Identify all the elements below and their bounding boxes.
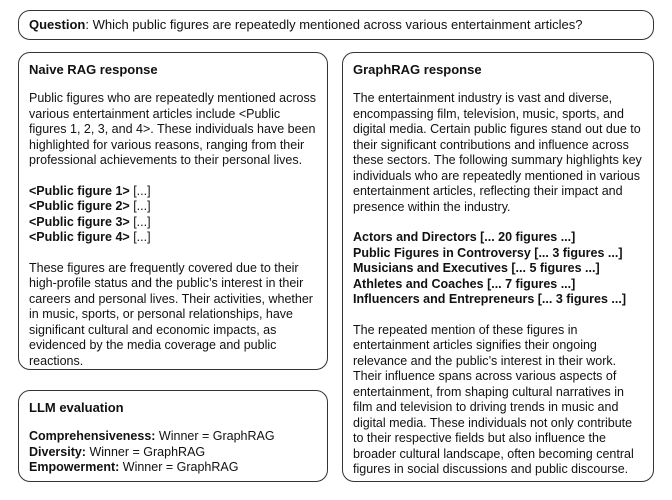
list-item (29, 199, 317, 215)
question-text: : Which public figures are repeatedly mentioned across various entertainment articles? (85, 17, 583, 32)
list-item: Actors and Directors [... 20 figures ...] (353, 230, 576, 244)
list-item: Influencers and Entrepreneurs [... 3 figures ...] (353, 292, 626, 306)
naive-rag-panel (18, 52, 328, 370)
figure-rest: [...] (129, 199, 151, 213)
list-item (29, 230, 317, 246)
eval-label: Comprehensiveness: (29, 429, 156, 443)
list-item: Musicians and Executives [... 5 figures ...] (353, 261, 600, 275)
figure-name: <Public figure 2> (29, 199, 130, 213)
graphrag-category-list (353, 230, 643, 308)
figure-rest: [...] (129, 183, 151, 198)
graphrag-panel (342, 52, 654, 482)
figure-name: <Public figure 3> (29, 214, 130, 229)
list-item: Athletes and Coaches [... 7 figures ...] (353, 276, 576, 291)
llm-evaluation-panel (18, 390, 328, 482)
eval-value: Winner = GraphRAG (85, 444, 206, 459)
figure-name: <Public figure 1> (29, 183, 130, 198)
figure-name: <Public figure 4> (29, 230, 130, 244)
eval-row (29, 460, 317, 476)
llm-evaluation-title: LLM evaluation (29, 400, 124, 415)
list-item (29, 215, 317, 231)
naive-rag-conclusion: These figures are frequently covered due to their high-profile status and the public’s interest in their careers and personal lives. Their activities, whether in music, sports, or personal relationships, have significant cultural and economic impacts, as evidenced by the media coverage and public reactions. (29, 260, 313, 368)
figure-rest: [...] (129, 214, 151, 229)
eval-row (29, 445, 317, 461)
naive-rag-intro: Public figures who are repeatedly mentioned across various entertainment articles include <Public figures 1, 2, 3, and 4>. These individuals have been highlighted for various reasons, ranging from their professional achievements to their personal lives. (29, 91, 316, 167)
graphrag-conclusion: The repeated mention of these figures in entertainment articles signifies their ongoing relevance and the public’s interest in their work. Their influence spans across various aspects of entertainment, from shaping cultural narratives in film and television to driving trends in music and digital media. These individuals not only contribute to their respective fields but also influence the broader cultural landscape, often becoming central figures in social discussions and public discourse. (353, 322, 634, 476)
eval-row (29, 429, 317, 445)
list-item: Public Figures in Controversy [... 3 figures ...] (353, 245, 623, 260)
eval-value: Winner = GraphRAG (155, 429, 275, 443)
naive-rag-figure-list (29, 184, 317, 246)
question-label: Question (29, 17, 86, 32)
graphrag-title: GraphRAG response (353, 62, 482, 77)
eval-label: Empowerment: (29, 460, 120, 474)
eval-value: Winner = GraphRAG (119, 460, 239, 474)
naive-rag-title: Naive RAG response (29, 62, 158, 77)
graphrag-intro: The entertainment industry is vast and diverse, encompassing film, television, music, sports, and digital media. Certain public figures stand out due to their significant contributions and influence across these sectors. The following summary highlights key individuals who are repeatedly mentioned in various entertainment articles, reflecting their impact and presence within the industry. (353, 91, 642, 214)
eval-label: Diversity: (29, 444, 86, 459)
figure-rest: [...] (129, 230, 151, 244)
question-box (18, 10, 654, 40)
list-item (29, 184, 317, 200)
